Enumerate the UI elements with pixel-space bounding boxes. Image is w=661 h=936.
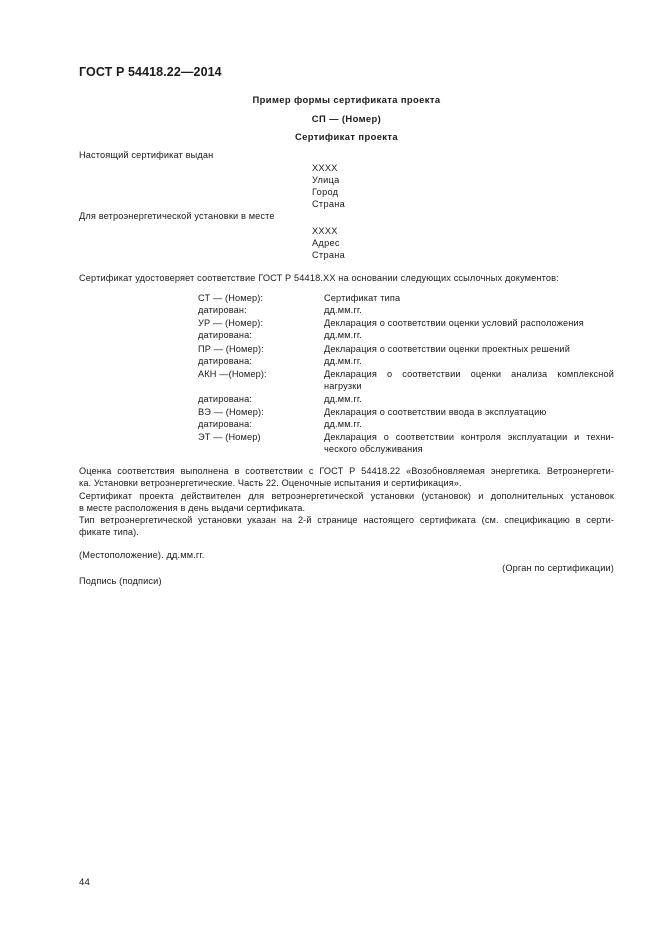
reference-label: УР — (Номер): — [198, 318, 264, 328]
standard-code: ГОСТ Р 54418.22—2014 — [79, 65, 222, 79]
issued-line: Город — [312, 187, 339, 197]
form-title: Пример формы сертификата проекта — [252, 94, 441, 105]
reference-desc: дд.мм.гг. — [324, 419, 362, 429]
installation-label: Для ветроэнергетической установки в месте — [79, 211, 275, 221]
paragraph-line: Оценка соответствия выполнена в соответствии с ГОСТ Р 54418.22 «Возобновляемая энергетика. Ветроэнергети- — [79, 466, 614, 476]
issued-label: Настоящий сертификат выдан — [79, 150, 214, 160]
installation-line: Адрес — [312, 238, 340, 248]
reference-desc: дд.мм.гг. — [324, 330, 362, 340]
reference-label: ПР — (Номер): — [198, 344, 264, 354]
reference-desc: нагрузки — [324, 381, 362, 391]
reference-desc: Декларация о соответствии ввода в эксплуатацию — [324, 407, 547, 417]
installation-line: Страна — [312, 250, 346, 260]
issued-line: ХХХХ — [312, 163, 338, 173]
reference-desc: Декларация о соответствии оценки анализа комплексной — [324, 369, 614, 379]
issued-line: Страна — [312, 199, 346, 209]
paragraph-line: ка. Установки ветроэнергетические. Часть 22. Оценочные испытания и сертификация». — [79, 478, 462, 488]
certificate-intro: Сертификат удостоверяет соответствие ГОСТ Р 54418.XX на основании следующих ссылочных документов: — [79, 273, 559, 283]
location-date: (Местоположение). дд.мм.гг. — [79, 550, 205, 560]
reference-label: АКН —(Номер): — [198, 369, 267, 379]
reference-label: СТ — (Номер): — [198, 293, 264, 303]
issued-line: Улица — [312, 175, 340, 185]
certification-authority: (Орган по сертификации) — [502, 563, 614, 573]
reference-label: датирована: — [198, 330, 253, 340]
paragraph-line: в месте расположения в день выдачи сертификата. — [79, 503, 306, 513]
reference-desc: дд.мм.гг. — [324, 356, 362, 366]
reference-label: датирована: — [198, 356, 253, 366]
reference-label: датирован: — [198, 305, 247, 315]
paragraph-line: фикате типа). — [79, 527, 139, 537]
paragraph-line: Сертификат проекта действителен для ветроэнергетической установки (установок) и дополнительных установок — [79, 491, 614, 501]
reference-desc: Сертификат типа — [324, 293, 401, 303]
installation-line: ХХХХ — [312, 226, 338, 236]
certificate-number: СП — (Номер) — [311, 113, 382, 124]
paragraph-line: Тип ветроэнергетической установки указан на 2-й странице настоящего сертификата (см. спецификацию в серти- — [79, 515, 614, 525]
reference-desc: Декларация о соответствии оценки условий расположения — [324, 318, 584, 328]
reference-desc: ческого обслуживания — [324, 444, 423, 454]
reference-label: ВЭ — (Номер): — [198, 407, 264, 417]
reference-label: датирована: — [198, 419, 253, 429]
reference-label: ЭТ — (Номер) — [198, 432, 261, 442]
signature-label: Подпись (подписи) — [79, 576, 162, 586]
reference-label: датирована: — [198, 394, 253, 404]
reference-desc: дд.мм.гг. — [324, 394, 362, 404]
reference-desc: Декларация о соответствии контроля эксплуатации и техни- — [324, 432, 614, 442]
reference-desc: дд.мм.гг. — [324, 305, 362, 315]
reference-desc: Декларация о соответствии оценки проектных решений — [324, 344, 570, 354]
certificate-title: Сертификат проекта — [294, 131, 399, 142]
page-number: 44 — [79, 877, 90, 888]
